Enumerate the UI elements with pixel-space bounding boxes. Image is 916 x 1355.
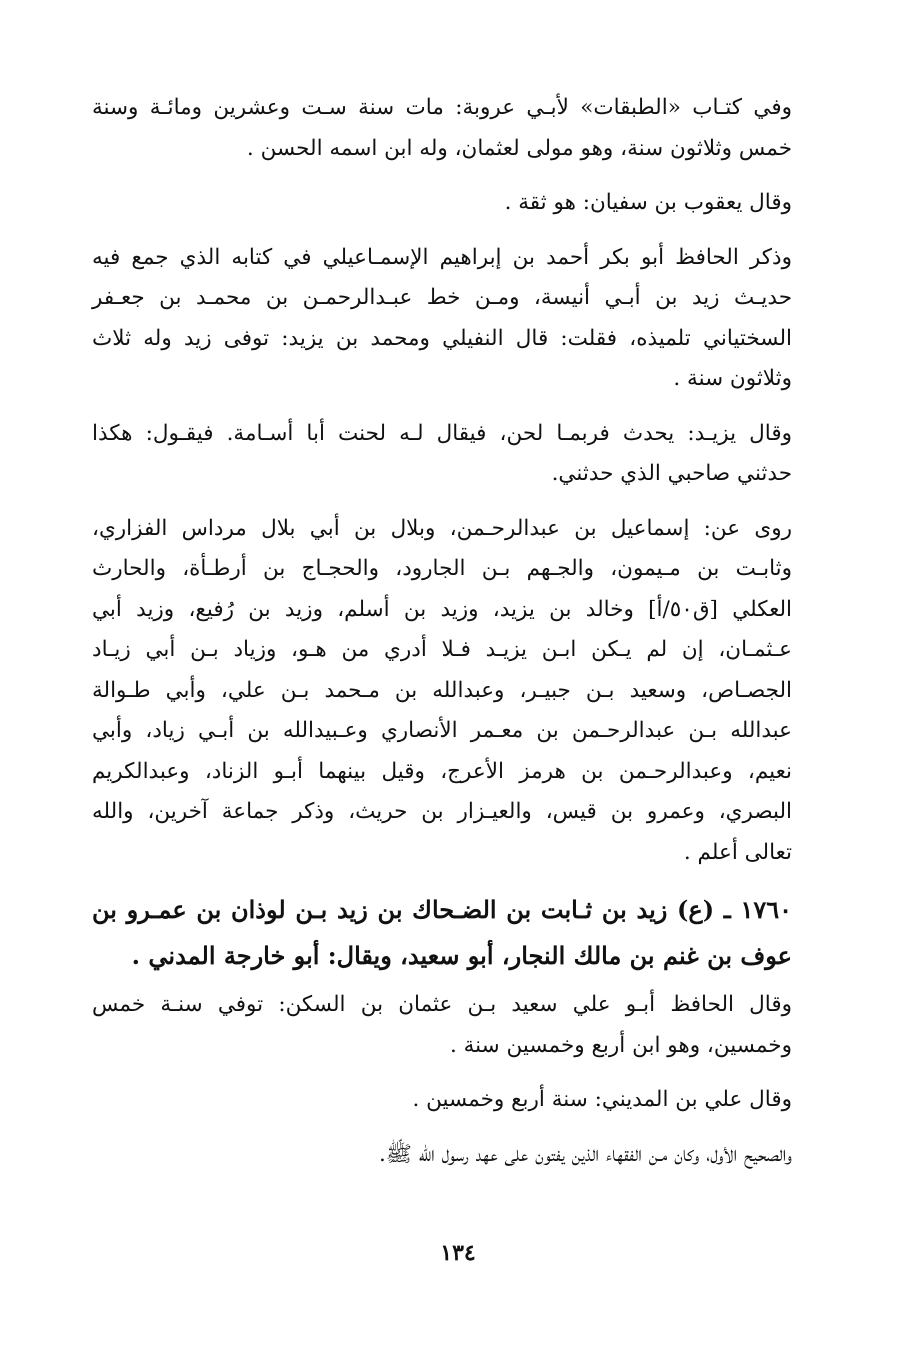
paragraph	[92, 1080, 792, 1121]
text-line: وقال علي بن المديني: سنة أربع وخمسين .	[412, 1087, 792, 1112]
bottom-section	[92, 985, 792, 1175]
text-line: عبدالله بـن عبدالرحـمن بن معـمر الأنصاري وعـبيدالله بن أبـي زياد، وأبي	[92, 718, 792, 743]
text-line: وقال الحافظ أبـو علي سعيد بـن عثمان بن السكن: توفي سنـة خمس	[92, 992, 792, 1017]
text-line: وخمسين، وهو ابن أربع وخمسين سنة .	[449, 1032, 792, 1058]
text-line: السختياني تلميذه، فقلت: قال النفيلي ومحمد بن يزيد: توفى زيد وله ثلاث	[92, 325, 792, 351]
text-line: نعيم، وعبدالرحـمن بن هرمز الأعرج، وقيل بينهما أبـو الزناد، وعبدالكريم	[92, 758, 792, 784]
paragraph	[92, 238, 792, 400]
text-line: خمس وثلاثون سنة، وهو مولى لعثمان، وله ابن اسمه الحسن .	[246, 135, 792, 161]
text-line: حديـث زيد بن أبـي أنيسة، ومـن خط عبـدالرحمـن بن محمـد بن جعـفر	[92, 285, 792, 310]
paragraph	[92, 183, 792, 224]
text-line: الجصـاص، وسعيد بـن جبيـر، وعبدالله بن مـحمد بـن علي، وأبي طـوالة	[92, 677, 792, 703]
text-line: روى عن: إسماعيل بن عبدالرحـمن، وبلال بن أبي بلال مرداس الفزاري،	[92, 515, 792, 541]
entry-heading-line: ١٧٦٠ ـ (ع) زيد بن ثـابت بن الضـحاك بن زيد بـن لوذان بن عمـرو بن	[92, 895, 792, 924]
text-line: تعالى أعلم .	[683, 839, 792, 865]
entry-heading-line: عوف بن غنم بن مالك النجار، أبو سعيد، ويقال: أبو خارجة المدني .	[131, 941, 792, 970]
text-line: والصحيح الأول، وكان مـن الفقهاء الذين يفتون على عهد رسول الله ﷺ.	[379, 1141, 792, 1167]
text-line: وذكر الحافظ أبو بكر أحمد بن إبراهيم الإسمـاعيلي في كتابه الذي جمع فيه	[92, 244, 792, 270]
paragraph	[92, 414, 792, 495]
paragraph	[92, 88, 792, 169]
paragraph	[92, 985, 792, 1066]
text-line: حدثني صاحبي الذي حدثني.	[551, 461, 792, 486]
text-line: وثلاثون سنة .	[673, 366, 792, 391]
text-line: العكلي [ق٥٠/أ] وخالد بن يزيد، وزيد بن أسلم، وزيد بن رُفيع، وزيد أبي	[92, 596, 793, 622]
paragraph	[92, 1135, 792, 1176]
page-body	[92, 88, 792, 1189]
text-line: وثابـت بن مـيمون، والجـهم بـن الجارود، والحجـاج بن أرطـأة، والحارث	[92, 556, 792, 581]
page-number: ١٣٤	[440, 1240, 476, 1266]
text-line: وقال يزيـد: يحدث فربمـا لحن، فيقال لـه لحنت أبا أسـامة. فيقـول: هكذا	[92, 420, 792, 446]
text-line: وقال يعقوب بن سفيان: هو ثقة .	[504, 190, 792, 215]
entry-heading	[92, 887, 792, 979]
text-line: البصري، وعمرو بن قيس، والعيـزار بن حريث، وذكر جماعة آخرين، والله	[92, 799, 792, 824]
text-line: وفي كتـاب «الطبقات» لأبـي عروبة: مات سنة سـت وعشرين ومائـة وسنة	[92, 95, 792, 120]
top-section	[92, 88, 792, 873]
paragraph	[92, 509, 792, 874]
text-line: عـثمـان، إن لم يـكن ابـن يزيـد فـلا أدري من هـو، وزياد بـن أبي زيـاد	[92, 637, 792, 662]
